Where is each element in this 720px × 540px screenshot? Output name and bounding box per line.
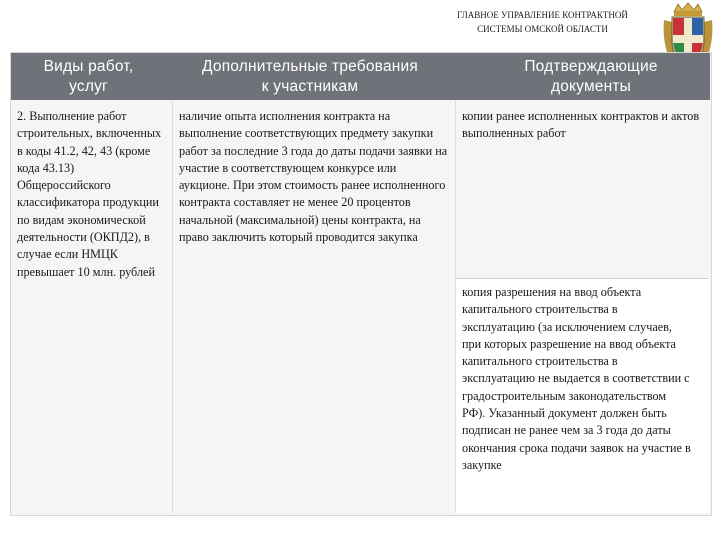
column-header-documents [472, 53, 710, 100]
organization-name-line2: СИСТЕМЫ ОМСКОЙ ОБЛАСТИ [477, 24, 608, 34]
column-header-requirements-line2: к участникам [261, 77, 359, 95]
column-header-work-types-line2: услуг [69, 77, 108, 95]
organization-name-line1: ГЛАВНОЕ УПРАВЛЕНИЕ КОНТРАКТНОЙ [457, 10, 628, 20]
column-divider [172, 100, 173, 513]
cell-document-1: копии ранее исполненных контрактов и актов выполненных работ [462, 109, 700, 141]
column-header-work-types-line1: Виды работ, [43, 57, 134, 75]
cell-work-type: 2. Выполнение работ строительных, включенных в коды 41.2, 42, 43 (кроме кода 43.13) Общероссийского классификатора продукции по видам экономической деятельности (ОКПД2), в случае если НМЦК превышает 10 млн. рублей [17, 109, 162, 279]
cell-document-2: копия разрешения на ввод объекта капитального строительства в эксплуатацию (за исключением случаев, при которых разрешение на ввод объекта капитального строительства в эксплуатацию не выдается в соответствии с градостроительным законодательством РФ). Указанный документ должен быть подписан не ранее чем за 3 года до даты окончания срока подачи заявок на участие в закупке [462, 285, 691, 472]
organization-header [420, 8, 665, 36]
column-header-requirements-line1: Дополнительные требования [202, 57, 418, 75]
column-header-documents-line2: документы [550, 77, 632, 95]
column-header-documents-line1: Подтверждающие [524, 57, 658, 75]
column-header-work-types [11, 53, 166, 100]
cell-requirement: наличие опыта исполнения контракта на выполнение соответствующих предмету закупки работ за последние 3 года до даты подачи заявки на участие в соответствующем конкурсе или аукционе. При этом стоимость ранее исполненного контракта составляет не менее 20 процентов начальной (максимальной) цены контракта, на право заключить который проводится закупка [179, 109, 448, 245]
row-divider [456, 278, 709, 279]
column-header-requirements [166, 53, 454, 100]
